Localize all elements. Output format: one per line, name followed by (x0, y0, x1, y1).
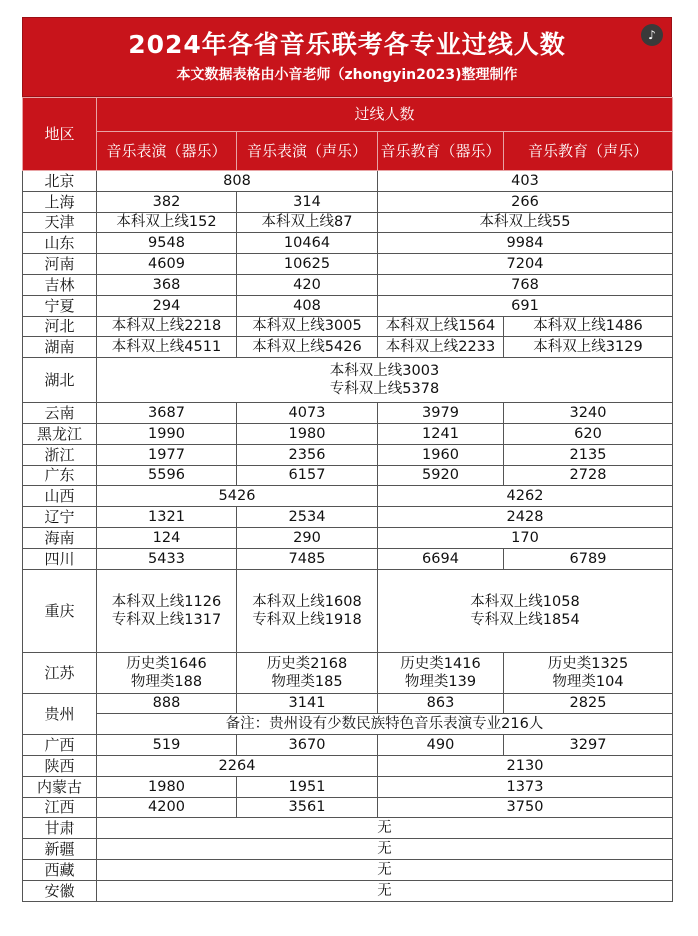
value-cell: 1990 (97, 423, 237, 444)
table-row (23, 548, 673, 569)
value-cell: 768 (378, 274, 673, 295)
value-cell: 3240 (504, 403, 673, 424)
value-cell: 本科双上线55 (378, 212, 673, 233)
value-cell: 420 (237, 274, 378, 295)
value-cell: 1321 (97, 507, 237, 528)
region-cell: 江苏 (23, 652, 97, 693)
region-cell: 河北 (23, 316, 97, 337)
value-cell: 无 (97, 839, 673, 860)
title-banner (22, 17, 672, 97)
value-cell: 本科双上线2218 (97, 316, 237, 337)
region-cell: 河南 (23, 254, 97, 275)
value-cell: 2135 (504, 444, 673, 465)
value-cell: 本科双上线152 (97, 212, 237, 233)
header-col-4: 音乐教育（声乐） (504, 131, 673, 170)
table-row (23, 444, 673, 465)
table-row (23, 569, 673, 652)
table-row (23, 233, 673, 254)
value-cell: 2264 (97, 755, 378, 776)
value-cell: 808 (97, 171, 378, 192)
value-cell: 5920 (378, 465, 504, 486)
region-cell: 宁夏 (23, 295, 97, 316)
value-cell: 403 (378, 171, 673, 192)
value-cell (378, 652, 504, 693)
value-line: 物理类188 (130, 673, 203, 690)
region-cell: 重庆 (23, 569, 97, 652)
region-cell: 陕西 (23, 755, 97, 776)
value-cell: 本科双上线3129 (504, 337, 673, 358)
value-cell: 本科双上线2233 (378, 337, 504, 358)
value-cell: 3141 (237, 693, 378, 714)
table-row (23, 171, 673, 192)
table-row (23, 274, 673, 295)
region-cell: 山西 (23, 486, 97, 507)
region-cell: 湖北 (23, 358, 97, 403)
value-cell: 314 (237, 191, 378, 212)
value-cell (97, 358, 673, 403)
table-row (23, 859, 673, 880)
region-cell: 新疆 (23, 839, 97, 860)
page-subtitle: 本文数据表格由小音老师（zhongyin2023)整理制作 (176, 67, 518, 83)
value-cell: 本科双上线1486 (504, 316, 673, 337)
page-title: 2024年各省音乐联考各专业过线人数 (128, 30, 566, 59)
value-cell: 863 (378, 693, 504, 714)
region-cell: 贵州 (23, 693, 97, 735)
value-line: 本科双上线3003 (329, 363, 440, 380)
value-cell: 5596 (97, 465, 237, 486)
value-cell: 368 (97, 274, 237, 295)
value-cell: 408 (237, 295, 378, 316)
table-row (23, 797, 673, 818)
region-cell: 浙江 (23, 444, 97, 465)
value-cell: 1980 (97, 776, 237, 797)
value-line: 物理类139 (404, 673, 477, 690)
value-cell: 1241 (378, 423, 504, 444)
table-row (23, 693, 673, 714)
value-line: 专科双上线1317 (111, 611, 222, 628)
region-cell: 吉林 (23, 274, 97, 295)
value-cell: 1951 (237, 776, 378, 797)
table-row (23, 507, 673, 528)
value-cell (97, 569, 237, 652)
value-cell (504, 652, 673, 693)
table-row (23, 358, 673, 403)
table-row (23, 316, 673, 337)
tiktok-icon[interactable]: ♪ (641, 24, 663, 46)
value-line: 历史类2168 (266, 655, 348, 672)
region-cell: 广西 (23, 735, 97, 756)
value-line: 历史类1325 (547, 655, 629, 672)
value-cell: 691 (378, 295, 673, 316)
value-cell (237, 569, 378, 652)
value-cell: 266 (378, 191, 673, 212)
value-cell: 5426 (97, 486, 378, 507)
value-cell: 无 (97, 859, 673, 880)
value-cell (378, 569, 673, 652)
table-row (23, 818, 673, 839)
value-cell: 本科双上线4511 (97, 337, 237, 358)
value-line: 本科双上线1058 (470, 593, 580, 610)
table-row (23, 776, 673, 797)
region-cell: 上海 (23, 191, 97, 212)
value-cell: 10464 (237, 233, 378, 254)
value-cell: 4262 (378, 486, 673, 507)
value-cell (237, 652, 378, 693)
value-cell: 888 (97, 693, 237, 714)
table-row (23, 191, 673, 212)
value-cell: 6694 (378, 548, 504, 569)
value-cell: 3297 (504, 735, 673, 756)
region-cell: 四川 (23, 548, 97, 569)
value-cell: 本科双上线1564 (378, 316, 504, 337)
value-cell: 620 (504, 423, 673, 444)
table-row (23, 465, 673, 486)
table-row (23, 735, 673, 756)
value-cell: 7204 (378, 254, 673, 275)
region-cell: 安徽 (23, 880, 97, 901)
value-cell: 2130 (378, 755, 673, 776)
value-cell: 本科双上线5426 (237, 337, 378, 358)
table-row (23, 527, 673, 548)
region-cell: 山东 (23, 233, 97, 254)
region-cell: 云南 (23, 403, 97, 424)
region-cell: 甘肃 (23, 818, 97, 839)
table-row (23, 295, 673, 316)
region-cell: 海南 (23, 527, 97, 548)
value-cell: 2534 (237, 507, 378, 528)
value-cell: 本科双上线3005 (237, 316, 378, 337)
value-cell: 490 (378, 735, 504, 756)
value-cell: 5433 (97, 548, 237, 569)
value-line: 本科双上线1608 (252, 593, 362, 610)
value-cell: 290 (237, 527, 378, 548)
value-cell: 4609 (97, 254, 237, 275)
value-cell: 4200 (97, 797, 237, 818)
value-cell: 7485 (237, 548, 378, 569)
value-cell: 2825 (504, 693, 673, 714)
value-cell: 1373 (378, 776, 673, 797)
value-line: 物理类104 (552, 673, 624, 690)
value-cell: 2356 (237, 444, 378, 465)
value-line: 专科双上线1854 (470, 611, 580, 628)
value-cell: 294 (97, 295, 237, 316)
value-cell: 4073 (237, 403, 378, 424)
value-cell: 124 (97, 527, 237, 548)
value-cell: 10625 (237, 254, 378, 275)
value-cell: 3687 (97, 403, 237, 424)
value-cell: 无 (97, 880, 673, 901)
header-col-1: 音乐表演（器乐） (97, 131, 237, 170)
value-cell: 1977 (97, 444, 237, 465)
table-row (23, 212, 673, 233)
value-line: 专科双上线5378 (329, 381, 440, 398)
region-cell: 广东 (23, 465, 97, 486)
region-cell: 黑龙江 (23, 423, 97, 444)
table-row (23, 254, 673, 275)
region-cell: 天津 (23, 212, 97, 233)
value-cell: 3561 (237, 797, 378, 818)
value-cell: 2728 (504, 465, 673, 486)
note-cell: 备注：贵州设有少数民族特色音乐表演专业216人 (97, 714, 673, 735)
value-line: 历史类1416 (400, 655, 481, 672)
value-line: 物理类185 (271, 673, 343, 690)
region-cell: 内蒙古 (23, 776, 97, 797)
region-cell: 辽宁 (23, 507, 97, 528)
value-cell: 170 (378, 527, 673, 548)
pass-count-table (22, 97, 673, 902)
table-row (23, 423, 673, 444)
table-row (23, 403, 673, 424)
value-line: 专科双上线1918 (252, 611, 362, 628)
header-group: 过线人数 (97, 98, 673, 132)
header-col-3: 音乐教育（器乐） (378, 131, 504, 170)
value-cell: 无 (97, 818, 673, 839)
region-cell: 北京 (23, 171, 97, 192)
table-row (23, 337, 673, 358)
value-cell: 9984 (378, 233, 673, 254)
table-row (23, 880, 673, 901)
header-col-2: 音乐表演（声乐） (237, 131, 378, 170)
value-cell: 2428 (378, 507, 673, 528)
table-row (23, 486, 673, 507)
score-table-sheet (22, 17, 672, 902)
value-cell: 6789 (504, 548, 673, 569)
header-region: 地区 (23, 98, 97, 171)
table-row (23, 755, 673, 776)
value-cell: 3670 (237, 735, 378, 756)
value-cell: 9548 (97, 233, 237, 254)
value-cell: 3750 (378, 797, 673, 818)
table-row (23, 652, 673, 693)
value-cell (97, 652, 237, 693)
value-cell: 6157 (237, 465, 378, 486)
table-row (23, 839, 673, 860)
table-row (23, 714, 673, 735)
region-cell: 西藏 (23, 859, 97, 880)
value-cell: 1980 (237, 423, 378, 444)
value-line: 本科双上线1126 (111, 593, 222, 610)
value-cell: 382 (97, 191, 237, 212)
value-line: 历史类1646 (126, 655, 207, 672)
value-cell: 1960 (378, 444, 504, 465)
region-cell: 湖南 (23, 337, 97, 358)
value-cell: 519 (97, 735, 237, 756)
region-cell: 江西 (23, 797, 97, 818)
value-cell: 3979 (378, 403, 504, 424)
value-cell: 本科双上线87 (237, 212, 378, 233)
